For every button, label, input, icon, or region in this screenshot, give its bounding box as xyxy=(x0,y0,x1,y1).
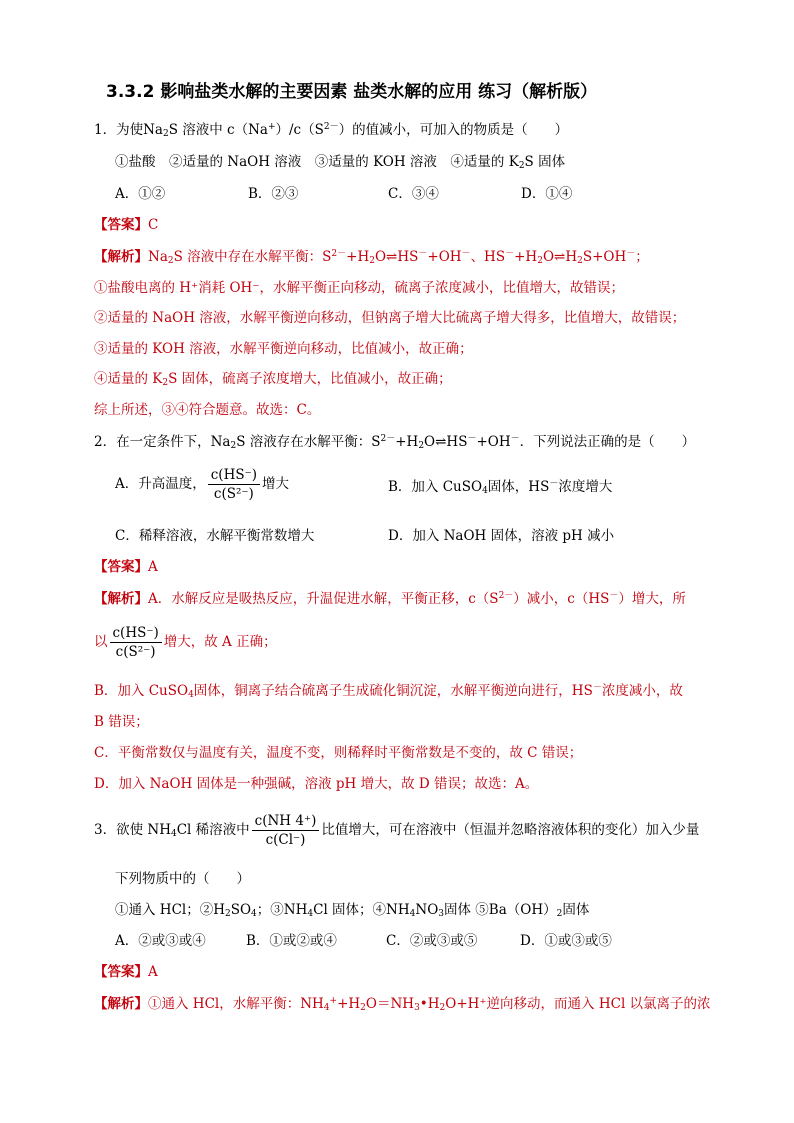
q1-option-c: C．③④ xyxy=(388,186,439,202)
q1-stem: 1．为使$Na_2S$ 溶液中 $c(Na^+)/c(S^{2-})$的值减小，可加入的物质是（ ） xyxy=(94,122,569,139)
q2-option-c: C．稀释溶液，水解平衡常数增大 xyxy=(115,528,315,544)
q2-option-d: D．加入 NaOH 固体，溶液 pH 减小 xyxy=(388,528,615,544)
q2-answer: 【答案】A xyxy=(94,559,158,575)
q1-analysis-3: ③适量的 KOH 溶液，水解平衡逆向移动，比值减小，故正确； xyxy=(94,341,473,357)
q1-analysis-4: ④适量的 $K_2S$ 固体，硫离子浓度增大，比值减小，故正确； xyxy=(94,371,452,388)
q2-analysis-1: 【解析】A．水解反应是吸热反应，升温促进水解，平衡正移，$c(S^{2-})$减小，c（HS－）增大，所 xyxy=(94,591,686,607)
q2-stem: 2．在一定条件下，$Na_2S$ 溶液存在水解平衡：$S^{2-}+H_2O\rightleftharpoons HS^-+OH^-$．下列说法正确的是（ ） xyxy=(94,434,696,451)
q1-items: ①盐酸 ②适量的 NaOH 溶液 ③适量的 KOH 溶液 ④适量的 $K_2S$ 固体 xyxy=(115,154,566,171)
q3-items: ①通入 HCl；$②H_2SO_4$；$③NH_4Cl$ 固体；$④NH_4NO_3$固体 $⑤Ba(OH)_2$固体 xyxy=(115,902,590,919)
q3-stem: 3．欲使 $NH_4Cl$ 稀溶液中 $\frac{c(NH 4^+)}{c(Cl^-)}$ 比值增大，可在溶液中（恒温并忽略溶液体积的变化）加入少量 xyxy=(94,813,700,848)
q2-analysis-2: 以 $\frac{c(HS^-)}{\text{c(S²⁻)}}$ 增大，故 A 正确； xyxy=(94,625,277,660)
q2-analysis-4: B 错误； xyxy=(94,714,149,730)
q2-fraction-analysis: $\frac{c(HS^-)}{\text{c(S²⁻)}}$ xyxy=(110,624,162,661)
q3-option-b: B．①或②或④ xyxy=(246,933,337,949)
q2-fraction-a: $\frac{c(HS^-)}{\text{c(S²⁻)}}$ xyxy=(208,466,260,503)
q2-analysis-6: D．加入 NaOH 固体是一种强碱，溶液 pH 增大，故 D 错误；故选：A。 xyxy=(94,776,539,792)
q3-fraction: $\frac{c(NH 4^+)}{c(Cl^-)}$ xyxy=(252,812,320,849)
q3-answer: 【答案】A xyxy=(94,964,158,980)
q1-analysis-2: ②适量的 NaOH 溶液，水解平衡逆向移动，但钠离子增大比硫离子增大得多，比值增大，故错误； xyxy=(94,310,686,326)
q3-option-d: D．①或③或⑤ xyxy=(520,933,612,949)
q2-option-b: B．加入 CuSO$_4$固体，HS－浓度增大 xyxy=(388,479,613,496)
q3-stem-2: 下列物质中的（ ） xyxy=(115,871,250,887)
q3-option-c: C．②或③或⑤ xyxy=(386,933,478,949)
q1-option-d: D．①④ xyxy=(521,186,573,202)
q1-option-b: B．②③ xyxy=(248,186,299,202)
q1-answer: 【答案】C xyxy=(94,217,159,233)
q1-analysis-5: 综上所述，③④符合题意。故选：C。 xyxy=(94,402,321,418)
page-title: 3.3.2 影响盐类水解的主要因素 盐类水解的应用 练习（解析版） xyxy=(106,82,598,102)
q2-analysis-5: C．平衡常数仅与温度有关，温度不变，则稀释时平衡常数是不变的，故 C 错误； xyxy=(94,745,583,761)
q3-option-a: A．②或③或④ xyxy=(115,933,206,949)
q1-analysis-0: 【解析】$Na_2S$ 溶液中存在水解平衡：$S^{2-}+H_2O\rightleftharpoons HS^-+OH^-$、$HS^-+H_2O\rightleftharpoons H_2S+OH^-$； xyxy=(94,249,649,266)
q2-option-a: A．升高温度， $\frac{c(HS^-)}{\text{c(S²⁻)}}$ 增大 xyxy=(115,467,289,502)
q2-analysis-3: B．加入 CuSO$_4$固体，铜离子结合硫离子生成硫化铜沉淀，水解平衡逆向进行，HS－浓度减小，故 xyxy=(94,683,683,700)
q1-analysis-1: ①盐酸电离的 H⁺消耗 OH⁻，水解平衡正向移动，硫离子浓度减小，比值增大，故错误； xyxy=(94,280,624,296)
q3-analysis-1: 【解析】①通入 HCl，水解平衡：$NH_4^++H_2O=NH_3•H_2O+H^+$逆向移动，而通入 HCl 以氯离子的浓 xyxy=(94,996,711,1013)
q1-option-a: A．①② xyxy=(115,186,166,202)
